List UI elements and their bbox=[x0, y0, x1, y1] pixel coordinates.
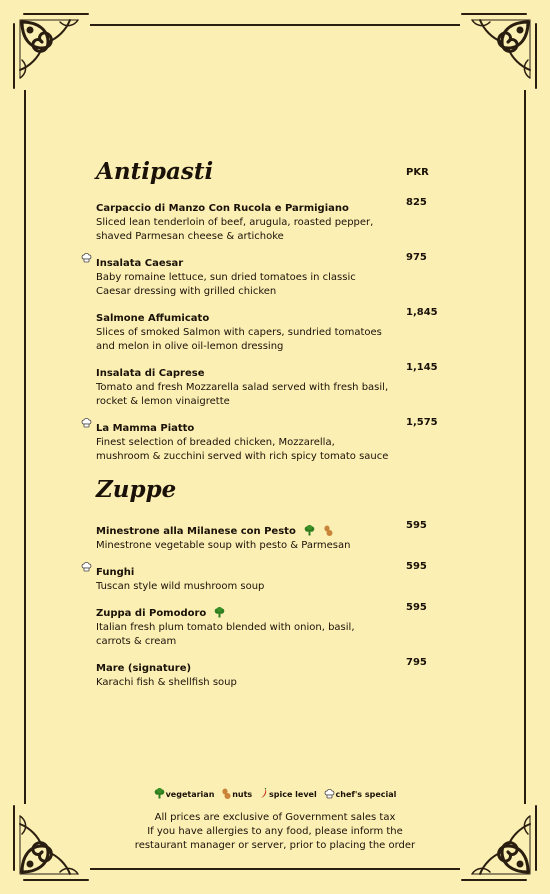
legend-vegetarian-label: vegetarian bbox=[165, 790, 215, 799]
item-name: Salmone Affumicato bbox=[96, 313, 210, 324]
menu-item bbox=[96, 196, 466, 244]
currency-label: PKR bbox=[406, 167, 429, 178]
item-price: 1,145 bbox=[406, 362, 438, 373]
item-name: Minestrone alla Milanese con Pesto bbox=[96, 526, 296, 537]
footer-note-allergy-cont: restaurant manager or server, prior to placing the order bbox=[134, 840, 416, 851]
item-name: Funghi bbox=[96, 567, 135, 578]
vegetarian-icon bbox=[214, 607, 225, 618]
menu-item bbox=[96, 519, 466, 553]
legend-vegetarian bbox=[154, 790, 215, 799]
chef-hat-icon bbox=[81, 417, 92, 428]
chef-hat-icon bbox=[81, 561, 92, 572]
vegetarian-icon bbox=[154, 788, 165, 799]
footer-notes bbox=[0, 811, 550, 853]
item-name: La Mamma Piatto bbox=[96, 423, 195, 434]
section-title-zuppe: Zuppe bbox=[96, 476, 177, 503]
menu-item bbox=[96, 601, 466, 649]
item-name: Carpaccio di Manzo Con Rucola e Parmigiano bbox=[96, 203, 349, 214]
legend-nuts bbox=[221, 790, 252, 799]
item-price: 975 bbox=[406, 252, 427, 263]
menu-item bbox=[96, 251, 466, 299]
chef-hat-icon bbox=[324, 788, 335, 799]
legend-nuts-label: nuts bbox=[232, 790, 253, 799]
frame-top-border bbox=[90, 24, 460, 26]
legend-chef bbox=[324, 790, 397, 799]
item-price: 1,845 bbox=[406, 307, 438, 318]
menu-item bbox=[96, 416, 466, 464]
item-name: Insalata Caesar bbox=[96, 258, 184, 269]
legend-spice bbox=[259, 790, 317, 799]
item-description: Minestrone vegetable soup with pesto & Parmesan bbox=[96, 540, 351, 551]
nuts-icon bbox=[323, 525, 333, 536]
frame-right-border bbox=[524, 90, 526, 804]
vegetarian-icon bbox=[304, 525, 315, 536]
item-name: Zuppa di Pomodoro bbox=[96, 608, 207, 619]
chef-hat-icon bbox=[81, 252, 92, 263]
item-price: 825 bbox=[406, 197, 427, 208]
icon-legend bbox=[0, 788, 550, 799]
item-price: 595 bbox=[406, 561, 427, 572]
item-description: Sliced lean tenderloin of beef, arugula, roasted pepper, shaved Parmesan cheese & artichoke bbox=[96, 217, 374, 242]
frame-bottom-border bbox=[90, 868, 460, 870]
item-description: Tuscan style wild mushroom soup bbox=[96, 581, 265, 592]
menu-item bbox=[96, 306, 466, 354]
item-name: Mare (signature) bbox=[96, 663, 192, 674]
legend-spice-label: spice level bbox=[268, 790, 317, 799]
item-description: Italian fresh plum tomato blended with onion, basil, carrots & cream bbox=[96, 622, 355, 647]
frame-left-border bbox=[24, 90, 26, 804]
nuts-icon bbox=[221, 788, 231, 799]
item-price: 595 bbox=[406, 602, 427, 613]
footer-note-tax: All prices are exclusive of Government sales tax bbox=[154, 812, 396, 823]
menu-item bbox=[96, 656, 466, 690]
item-description: Baby romaine lettuce, sun dried tomatoes in classic Caesar dressing with grilled chicken bbox=[96, 272, 356, 297]
item-description: Slices of smoked Salmon with capers, sundried tomatoes and melon in olive oil-lemon dressing bbox=[96, 327, 382, 352]
item-price: 1,575 bbox=[406, 417, 438, 428]
item-price: 595 bbox=[406, 520, 427, 531]
footer-note-allergy: If you have allergies to any food, please inform the bbox=[147, 826, 403, 837]
corner-ornament-top-right bbox=[460, 8, 542, 90]
item-name: Insalata di Caprese bbox=[96, 368, 205, 379]
menu-item bbox=[96, 560, 466, 594]
menu-item bbox=[96, 361, 466, 409]
item-description: Karachi fish & shellfish soup bbox=[96, 677, 237, 688]
legend-chef-label: chef's special bbox=[335, 790, 397, 799]
item-description: Tomato and fresh Mozzarella salad served with fresh basil, rocket & lemon vinaigrette bbox=[96, 382, 389, 407]
item-description: Finest selection of breaded chicken, Mozzarella, mushroom & zucchini served with rich spicy tomato sauce bbox=[96, 437, 389, 462]
section-title-antipasti: Antipasti bbox=[96, 158, 214, 185]
corner-ornament-top-left bbox=[8, 8, 90, 90]
chili-pepper-icon bbox=[259, 788, 268, 799]
item-price: 795 bbox=[406, 657, 427, 668]
